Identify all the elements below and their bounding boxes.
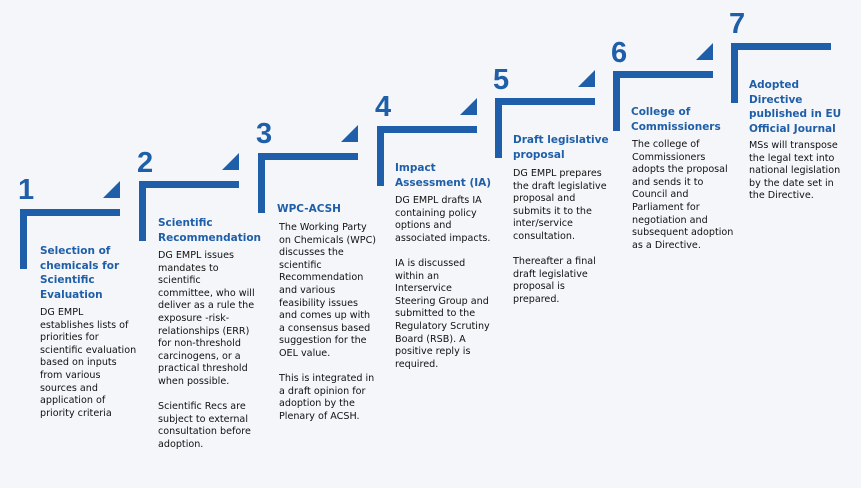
step-description: The Working Party on Chemicals (WPC) discusses the scientific Recommendation and various feasibility issues and comes up with a consensus based suggestion for the OEL value. This is integrated in a draft opinion for adoption by the Plenary of ACSH.: [279, 222, 377, 422]
step-title: Draft legislative proposal: [513, 134, 609, 161]
step-corner-triangle: [222, 153, 239, 170]
step-title: Impact Assessment (IA): [395, 162, 492, 189]
step-bracket-vertical: [731, 43, 738, 103]
step-bracket-horizontal: [258, 153, 358, 160]
step-bracket-horizontal: [731, 43, 831, 50]
step-description: DG EMPL establishes lists of priorities for scientific evaluation based on inputs from various sources and application of priority criteria: [40, 307, 137, 419]
step-title: Selection of chemicals for Scientific Evaluation: [40, 245, 120, 301]
step-bracket-horizontal: [377, 126, 477, 133]
step-bracket-horizontal: [139, 181, 239, 188]
step-number: 2: [137, 147, 154, 179]
step-number: 7: [729, 8, 746, 40]
step-number: 4: [375, 91, 392, 123]
step-number: 3: [256, 118, 273, 150]
step-title: Scientific Recommendation: [158, 217, 262, 244]
step-title: College of Commissioners: [631, 106, 721, 133]
step-description: The college of Commissioners adopts the proposal and sends it to Council and Parliament for negotiation and subsequent adoption as a Directive.: [632, 139, 734, 251]
step-description: DG EMPL prepares the draft legislative proposal and submits it to the inter/service consultation. Thereafter a final draft legislative proposal is prepared.: [513, 168, 607, 305]
step-bracket-vertical: [258, 153, 265, 213]
step-bracket-vertical: [495, 98, 502, 158]
step-corner-triangle: [696, 43, 713, 60]
step-description: MSs will transpose the legal text into national legislation by the date set in the Directive.: [749, 140, 841, 202]
step-bracket-horizontal: [20, 209, 120, 216]
step-bracket-horizontal: [495, 98, 595, 105]
step-bracket-vertical: [139, 181, 146, 241]
step-bracket-vertical: [377, 126, 384, 186]
step-description: DG EMPL drafts IA containing policy options and associated impacts. IA is discussed within an Interservice Steering Group and submitted to the Regulatory Scrutiny Board (RSB). A positive reply is required.: [395, 195, 491, 370]
step-number: 5: [493, 64, 510, 96]
step-bracket-horizontal: [613, 71, 713, 78]
step-corner-triangle: [103, 181, 120, 198]
step-number: 6: [611, 37, 628, 69]
step-corner-triangle: [460, 98, 477, 115]
step-bracket-vertical: [20, 209, 27, 269]
step-title: Adopted Directive published in EU Official Journal: [749, 79, 842, 135]
step-bracket-vertical: [613, 71, 620, 131]
step-description: DG EMPL issues mandates to scientific committee, who will deliver as a rule the exposure -risk- relationships (ERR) for non-threshold carcinogens, or a practical threshold when possible. Scientific Recs are subject to external consultation before adoption.: [158, 250, 255, 450]
step-corner-triangle: [341, 125, 358, 142]
step-corner-triangle: [578, 70, 595, 87]
step-title: WPC-ACSH: [277, 203, 341, 215]
step-number: 1: [18, 174, 35, 206]
